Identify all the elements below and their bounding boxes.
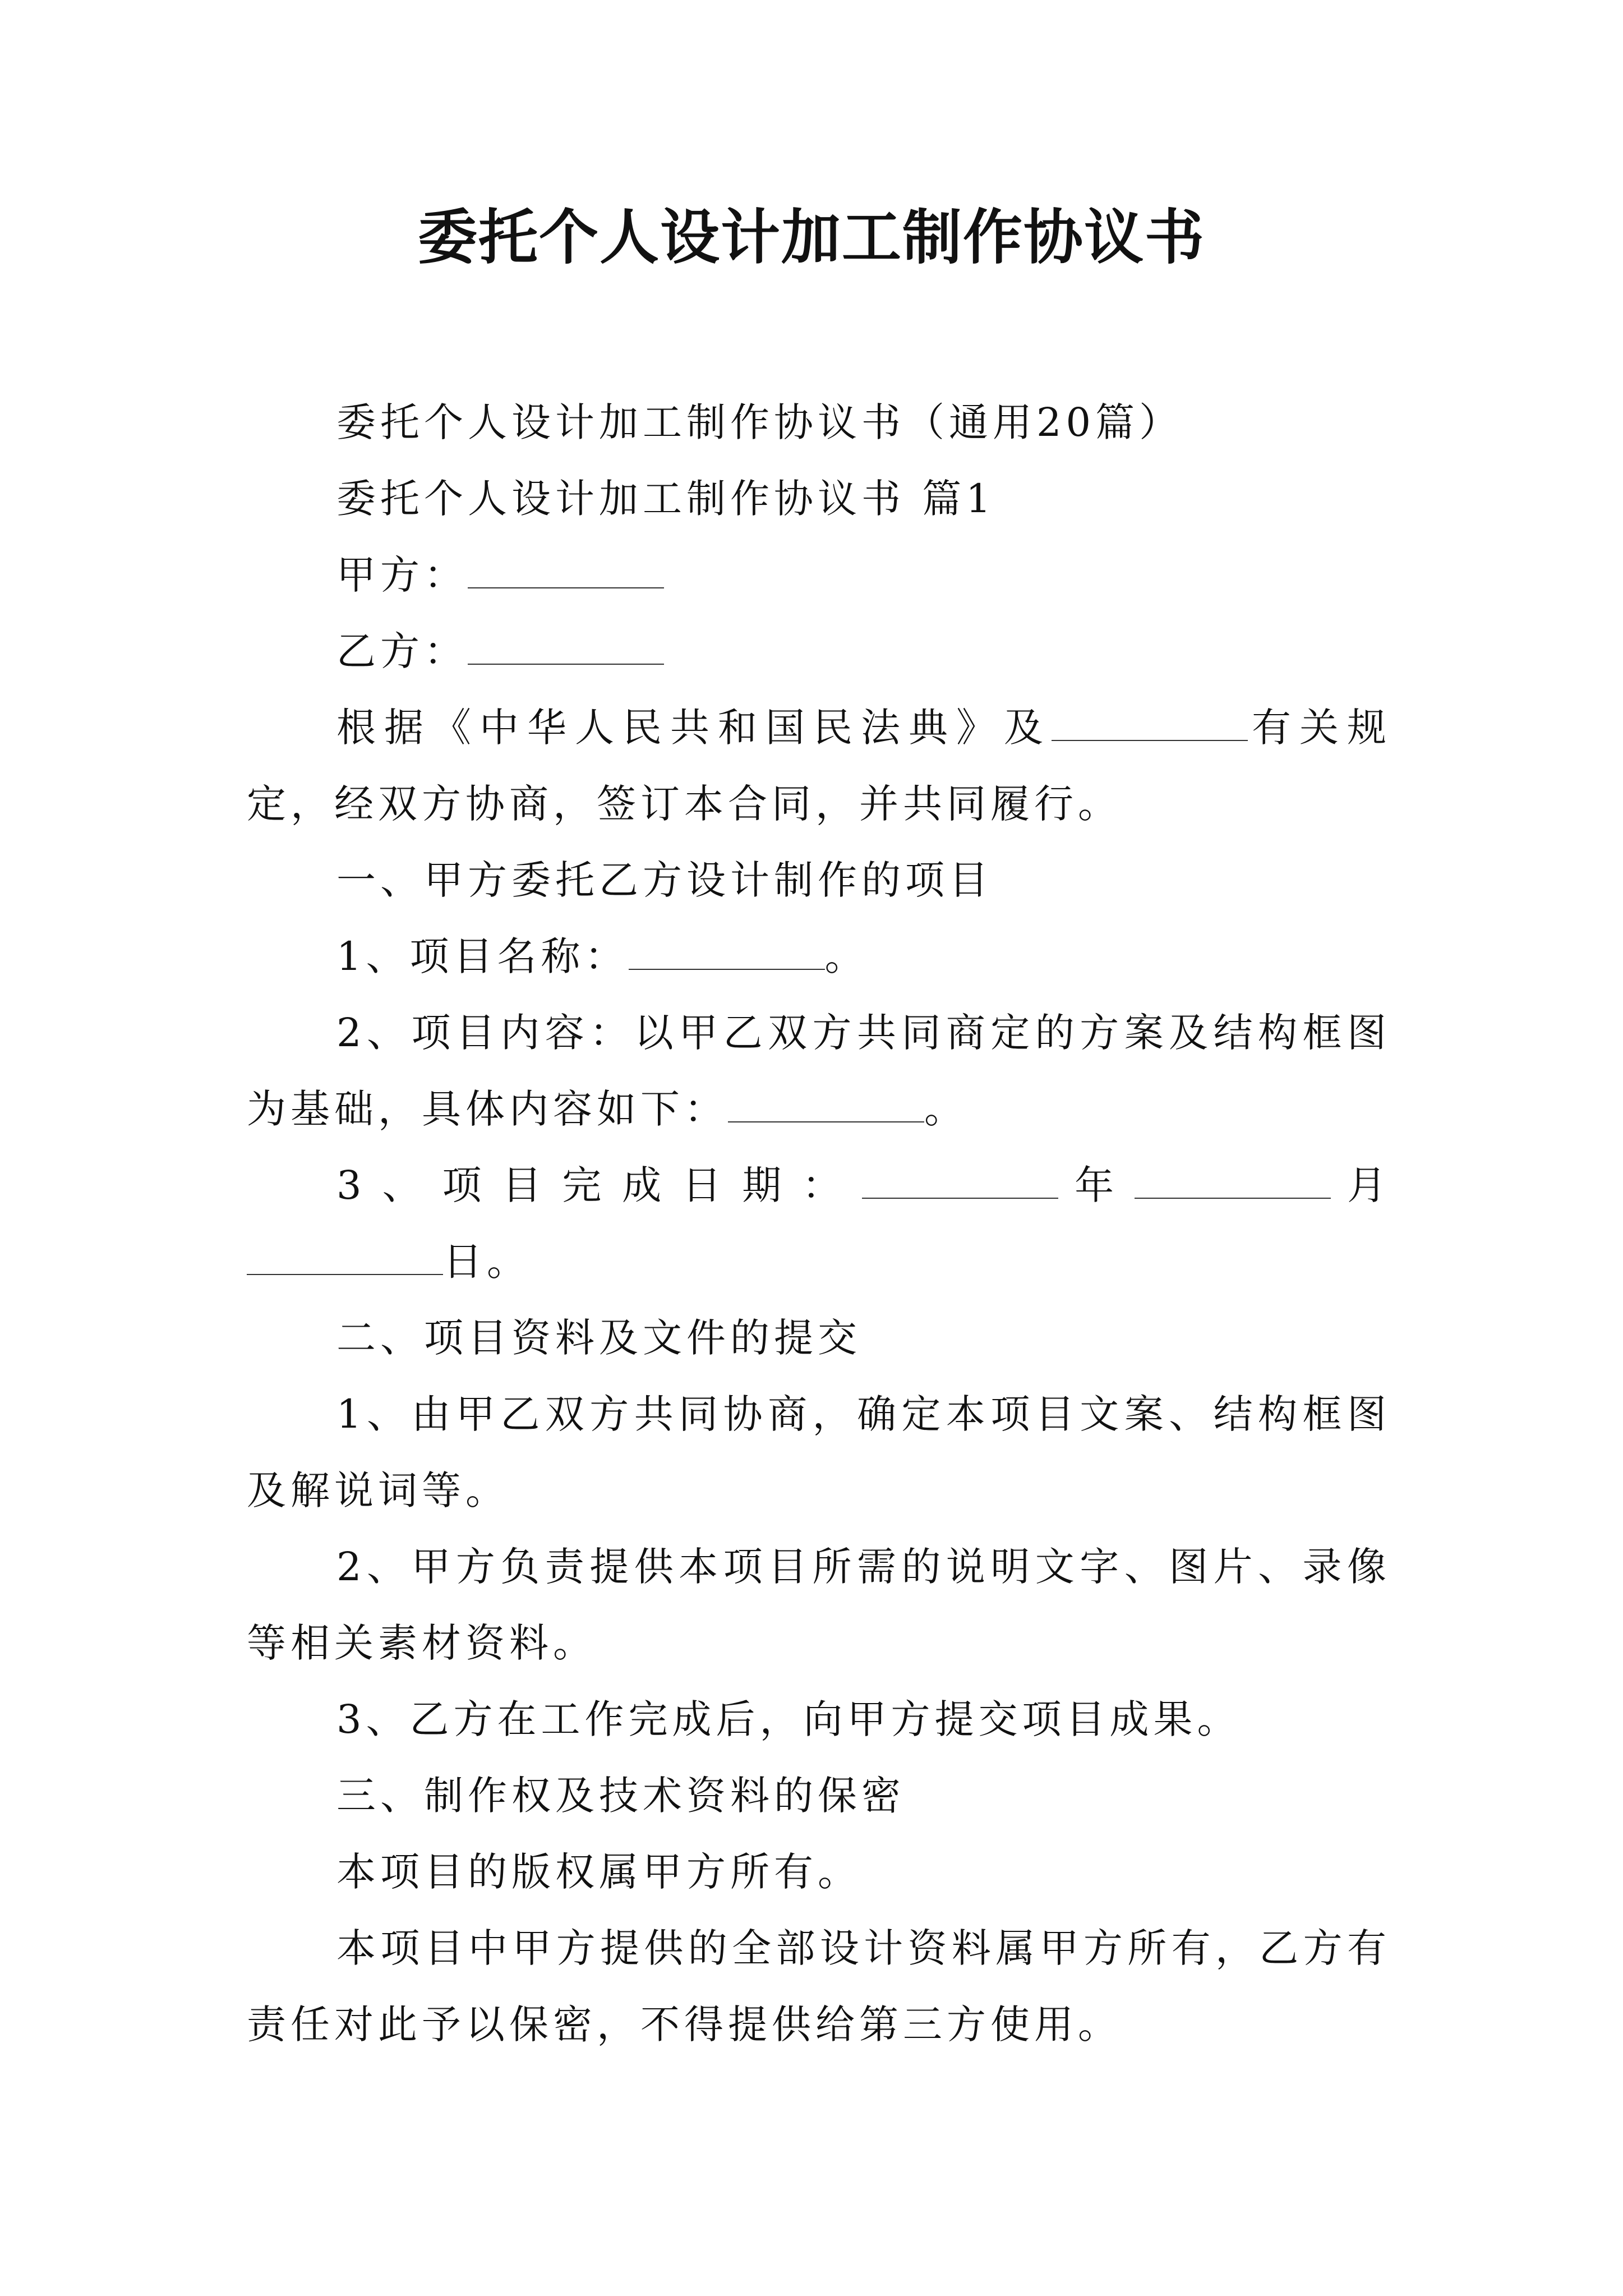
- intro-blank: [1052, 705, 1248, 741]
- section-2-item-3: 3、乙方在工作完成后，向甲方提交项目成果。: [336, 1696, 1241, 1742]
- s1-item2-text: 2、项目内容：以甲乙双方共同商定的方案及结构框图为基础，具体内容如下：: [247, 1010, 1391, 1132]
- intro-start: 根据《中华人民共和国民法典》及: [336, 705, 1052, 751]
- intro-end: 有关规定，经双方协商，签订本合同，并共同履行。: [247, 705, 1391, 827]
- party-b-blank: [468, 629, 664, 665]
- section-2-item-1: 1、由甲乙双方共同协商，确定本项目文案、结构框图及解说词等。: [247, 1391, 1391, 1513]
- document-subtitle: 委托个人设计加工制作协议书（通用20篇）: [336, 399, 1183, 445]
- party-b-label: 乙方：: [336, 628, 468, 674]
- s1-item1-end: 。: [824, 933, 869, 979]
- document-body: [247, 384, 1391, 2063]
- section-3-paragraph-2: 本项目中甲方提供的全部设计资料属甲方所有，乙方有责任对此予以保密，不得提供给第三方使用。: [247, 1925, 1391, 2047]
- s1-item2-end: 。: [924, 1086, 968, 1132]
- section-1-item-2: [247, 995, 1391, 1147]
- section-3-heading: 三、制作权及技术资料的保密: [336, 1773, 905, 1819]
- chapter-heading: 委托个人设计加工制作协议书 篇1: [336, 476, 995, 522]
- section-1-heading: 一、甲方委托乙方设计制作的项目: [336, 857, 993, 903]
- party-a-blank: [468, 553, 664, 588]
- section-3-paragraph-1: 本项目的版权属甲方所有。: [336, 1849, 861, 1895]
- month-blank: [1135, 1163, 1331, 1199]
- section-2-item-2: 2、甲方负责提供本项目所需的说明文字、图片、录像等相关素材资料。: [247, 1544, 1391, 1666]
- section-1-item-1: [247, 918, 1391, 995]
- intro-paragraph: [247, 689, 1391, 842]
- s1-item3-text: 3、项目完成日期：: [336, 1162, 863, 1208]
- day-label: 日。: [443, 1239, 531, 1285]
- section-2-heading: 二、项目资料及文件的提交: [336, 1315, 861, 1361]
- section-1-item-3: [247, 1147, 1391, 1300]
- party-b-line: [247, 613, 1391, 689]
- year-label: 年: [1058, 1162, 1135, 1208]
- month-label: 月: [1331, 1162, 1391, 1208]
- party-a-line: [247, 537, 1391, 613]
- party-a-label: 甲方：: [336, 552, 468, 598]
- project-content-blank: [728, 1087, 924, 1122]
- day-blank: [247, 1239, 443, 1275]
- s1-item1-text: 1、项目名称：: [336, 933, 629, 979]
- document-title: 委托个人设计加工制作协议书: [418, 202, 1205, 272]
- project-name-blank: [629, 934, 825, 970]
- year-blank: [862, 1163, 1058, 1199]
